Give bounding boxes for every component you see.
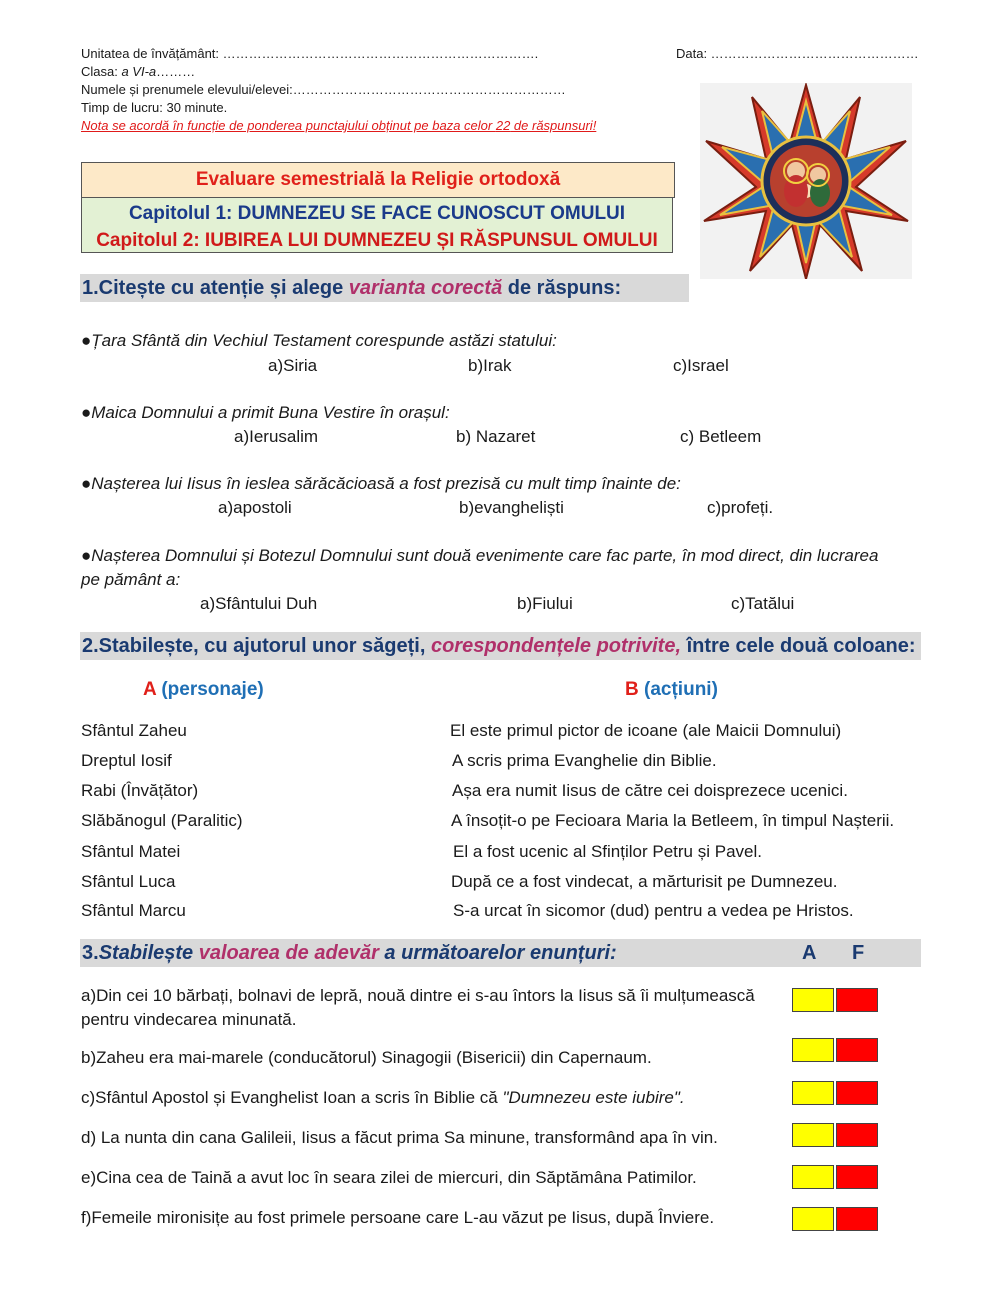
section-1-suffix: de răspuns: <box>502 277 622 299</box>
statement-a-line1: a)Din cei 10 bărbați, bolnavi de lepră, nouă dintre ei s-au întors la Iisus să îi mulțumească <box>81 986 755 1005</box>
q4-option-a[interactable]: a)Sfântului Duh <box>200 594 318 613</box>
statement-d: d) La nunta din cana Galileii, Iisus a făcut prima Sa minune, transformând apa în vin. <box>81 1128 718 1147</box>
statement-e: e)Cina cea de Taină a avut loc în seara zilei de miercuri, din Săptămâna Patimilor. <box>81 1168 697 1187</box>
question-1-text: ●Țara Sfântă din Vechiul Testament corespunde astăzi statului: <box>81 331 557 350</box>
q3-option-a[interactable]: a)apostoli <box>218 498 292 517</box>
statement-a-line2: pentru vindecarea minunată. <box>81 1010 297 1029</box>
section-3-prefix: 3. <box>82 942 99 964</box>
person-item[interactable]: Dreptul Iosif <box>81 751 172 770</box>
section-3-highlight: valoarea de adevăr <box>198 942 379 964</box>
column-a-letter: A <box>143 679 157 700</box>
grading-note <box>81 117 596 135</box>
student-name-line: Numele și prenumele elevului/elevei:……………………………………………………… <box>81 82 566 97</box>
true-box[interactable] <box>792 1207 834 1231</box>
true-column-label: A <box>802 942 817 964</box>
q3-option-b[interactable]: b)evangheliști <box>459 498 564 517</box>
action-item[interactable]: S-a urcat în sicomor (dud) pentru a vedea pe Hristos. <box>453 901 854 920</box>
question-3-text: ●Nașterea lui Iisus în ieslea sărăcăcioasă a fost prezisă cu mult timp înainte de: <box>81 474 681 493</box>
column-a-label: (personaje) <box>161 679 264 700</box>
school-unit-line: Unitatea de învățământ: ………………………………………………………………. <box>81 46 539 61</box>
action-item[interactable]: După ce a fost vindecat, a mărturisit pe Dumnezeu. <box>451 872 838 891</box>
true-box[interactable] <box>792 1038 834 1062</box>
person-item[interactable]: Rabi (Învățător) <box>81 781 199 800</box>
true-box[interactable] <box>792 988 834 1012</box>
q2-option-b[interactable]: b) Nazaret <box>456 427 536 446</box>
statement-b: b)Zaheu era mai-marele (conducătorul) Sinagogii (Bisericii) din Capernaum. <box>81 1048 652 1067</box>
column-b-header <box>625 679 718 701</box>
false-box[interactable] <box>836 1081 878 1105</box>
statement-f: f)Femeile mironisițe au fost primele persoane care L-au văzut pe Iisus, după Înviere. <box>81 1208 715 1227</box>
q1-option-a[interactable]: a)Siria <box>268 356 318 375</box>
person-item[interactable]: Sfântul Luca <box>81 872 176 891</box>
note-number: 22 <box>495 118 511 133</box>
time-line: Timp de lucru: 30 minute. <box>81 100 228 115</box>
class-value: a VI-a <box>121 64 157 79</box>
false-box[interactable] <box>836 1038 878 1062</box>
class-dots: ……… <box>156 64 196 79</box>
section-2-suffix: între cele două coloane: <box>681 635 916 657</box>
note-text-end: de răspunsuri! <box>510 118 597 133</box>
q1-option-b[interactable]: b)Irak <box>468 356 512 375</box>
date-line: Data: ………………………………………… <box>676 46 919 61</box>
person-item[interactable]: Slăbănogul (Paralitic) <box>81 811 243 830</box>
true-box[interactable] <box>792 1123 834 1147</box>
section-3-heading <box>80 939 921 967</box>
chapters-box <box>81 197 673 253</box>
person-item[interactable]: Sfântul Matei <box>81 842 181 861</box>
action-item[interactable]: El este primul pictor de icoane (ale Maicii Domnului) <box>450 721 842 740</box>
q1-option-c[interactable]: c)Israel <box>673 356 729 375</box>
section-1-prefix: 1.Citește cu atenție și alege <box>82 277 349 299</box>
q4-option-b[interactable]: b)Fiului <box>517 594 573 613</box>
section-3-suffix: a următoarelor enunțuri: <box>378 942 617 964</box>
section-3-word: Stabilește <box>98 942 199 964</box>
note-text: Nota se acordă în funcție de ponderea punctajului obținut pe baza celor <box>81 118 496 133</box>
column-b-label: (acțiuni) <box>644 679 718 700</box>
false-box[interactable] <box>836 1165 878 1189</box>
question-2-text: ●Maica Domnului a primit Buna Vestire în orașul: <box>81 403 450 422</box>
action-item[interactable]: A scris prima Evanghelie din Biblie. <box>452 751 717 770</box>
nativity-star-icon <box>700 83 912 279</box>
person-item[interactable]: Sfântul Zaheu <box>81 721 187 740</box>
chapter-2-title: Capitolul 2: IUBIREA LUI DUMNEZEU ȘI RĂSPUNSUL OMULUI <box>96 230 658 251</box>
action-item[interactable]: El a fost ucenic al Sfinților Petru și Pavel. <box>453 842 762 861</box>
false-box[interactable] <box>836 1123 878 1147</box>
question-4-text-cont: pe pământ a: <box>81 570 181 589</box>
statement-c <box>81 1086 685 1110</box>
statement-c-quote: "Dumnezeu este iubire". <box>502 1088 685 1107</box>
column-b-letter: B <box>625 679 639 700</box>
section-1-heading <box>80 274 689 302</box>
action-item[interactable]: A însoțit-o pe Fecioara Maria la Betleem, în timpul Nașterii. <box>451 811 895 830</box>
class-label: Clasa: <box>81 64 122 79</box>
person-item[interactable]: Sfântul Marcu <box>81 901 186 920</box>
statement-a <box>81 984 755 1032</box>
false-box[interactable] <box>836 1207 878 1231</box>
class-line <box>81 63 195 81</box>
false-column-label: F <box>852 942 865 964</box>
q3-option-c[interactable]: c)profeți. <box>707 498 774 517</box>
statement-c-text: c)Sfântul Apostol și Evanghelist Ioan a scris în Biblie că <box>81 1088 503 1107</box>
section-2-highlight: corespondențele potrivite, <box>430 635 682 657</box>
action-item[interactable]: Așa era numit Iisus de către cei doisprezece ucenici. <box>452 781 848 800</box>
question-4-text: ●Nașterea Domnului și Botezul Domnului sunt două evenimente care fac parte, în mod direct, din lucrarea <box>81 546 879 565</box>
q2-option-a[interactable]: a)Ierusalim <box>234 427 319 446</box>
column-a-header <box>143 679 264 701</box>
false-box[interactable] <box>836 988 878 1012</box>
true-box[interactable] <box>792 1081 834 1105</box>
true-box[interactable] <box>792 1165 834 1189</box>
chapter-1-title: Capitolul 1: DUMNEZEU SE FACE CUNOSCUT OMULUI <box>128 203 626 224</box>
section-1-highlight: varianta corectă <box>348 277 503 299</box>
q4-option-c[interactable]: c)Tatălui <box>731 594 795 613</box>
section-2-prefix: 2.Stabilește, cu ajutorul unor săgeți, <box>82 635 431 657</box>
q2-option-c[interactable]: c) Betleem <box>680 427 762 446</box>
section-2-heading <box>80 632 921 660</box>
test-title: Evaluare semestrială la Religie ortodoxă <box>81 162 675 198</box>
